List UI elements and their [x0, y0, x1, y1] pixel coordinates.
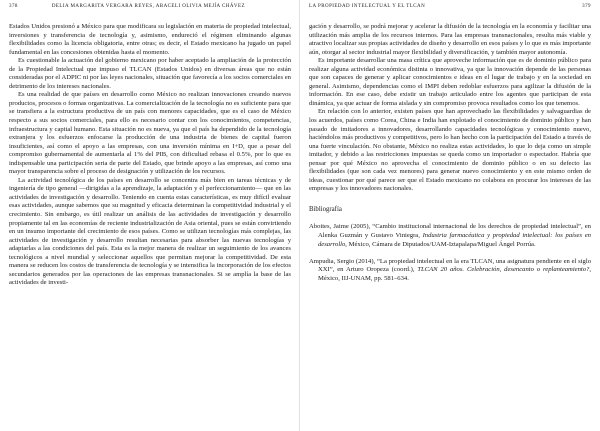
- left-paragraph-4: La actividad tecnológica de los países en desarrollo se concentra más bien en tareas técnicas y de ingeniería de tipo general —dirigidas a la aprendizaje, la adaptación y el perfeccionamiento— que en las actividades de investigación y desarrollo. Teniendo en cuenta estas características, es muy difícil evaluar esas actividades, aunque sabemos que su magnitud y eficacia determinan la competitividad industrial y el crecimiento. Sin embargo, es útil realizar un análisis de las actividades de investigación y desarrollo propiamente tal en las economías de reciente industrialización de Asia oriental, pues se están convirtiendo en un insumo importante del crecimiento de esos países. Como se utilizan tecnologías más complejas, las actividades de investigación y desarrollo resultan necesarias para absorber las nuevas tecnologías y adaptarlas a las condiciones del país. Esta es la mejor manera de realizar un seguimiento de los avances tecnológicos a nivel mundial y seleccionar aquellos que permitan mejorar la competitividad. De esta manera se reducen los costos de transferencia de tecnología y se intensifica la incorporación de los efectos secundarios generados por las operaciones de las empresas transnacionales. Si se amplía la base de las actividades de investi-: [9, 176, 291, 287]
- left-paragraph-1: Estados Unidos presionó a México para que modificara su legislación en materia de propiedad intelectual, inversiones y transferencia de tecnología y, asimismo, endureció el régimen eliminando algunas flexibilidades como la licencia obligatoria, entre otras; es decir, el Estado mexicano ha jugado un papel fundamental en las concesiones obtenidas hasta el momento.: [9, 23, 291, 56]
- right-page-header: [309, 4, 591, 13]
- reference-aboites-publisher: , México, Cámara de Diputados/UAM-Iztapalapa/Miguel Ángel Porrúa.: [345, 240, 536, 248]
- reference-ampudia-text: Ampudia, Sergio (2014), “La propiedad intelectual en la era TLCAN, una asignatura pendiente en el siglo XXI”, en Arturo Oropeza (coord.),: [309, 257, 591, 274]
- reference-aboites-text: Aboites, Jaime (2005), “Cambio institucional internacional de los derechos de propiedad intelectual”, en Alenka Guzmán y Gustavo Viniegra,: [309, 223, 591, 240]
- reference-aboites: [309, 223, 591, 249]
- right-paragraph-3: En relación con lo anterior, existen países que han aprovechado las flexibilidades y salvaguardias de los acuerdos, países como Corea, China e India han explotado el conocimiento de dominio público y han pasado de imitadores a innovadores, desarrollando capacidades tecnológicas y conocimiento nuevo, haciéndolos más productivos y competitivos, pero lo han hecho con la participación del Estado a través de una fuerte vinculación. No obstante, México no realiza estas actividades, lo que lo deja como un simple imitador, y debido a las restricciones impuestas se queda como un importador o espectador. Habría que pensar por qué México no aprovecha el conocimiento de dominio público o en su defecto las flexibilidades (que son cada vez menores) para generar nuevo conocimiento y en este mismo orden de ideas, cuestionar por qué parece ser que el Estado mexicano no colabora en procurar los intereses de las empresas y los innovadores nacionales.: [309, 108, 591, 193]
- reference-aboites-title: Industria farmacéutica y propiedad intelectual: los países en desarrollo: [318, 232, 591, 248]
- left-page-header: [9, 4, 291, 13]
- right-paragraph-2: Es importante desarrollar una masa crítica que aproveche información que es de dominio público para realizar alguna actividad económica distinta o innovativa, ya que la innovación depende de las personas que son capaces de generar y aplicar conocimientos e ideas en el lugar de trabajo y en la sociedad en general. Asimismo, dependencias como el IMPI deben redoblar esfuerzos para agilizar la difusión de la información. En ese caso, debe existir un trabajo articulado entre los agentes que participan de esta dinámica, ya que actuar de forma aislada y sin compromiso provoca resultados como los que tenemos.: [309, 57, 591, 107]
- reference-ampudia-publisher: , México, IIJ-UNAM, pp. 581–634.: [318, 266, 592, 282]
- left-page-number: 378: [9, 4, 18, 9]
- left-running-head: DELIA MARGARITA VERGARA REYES, ABACELI OLIVIA MEJÍA CHÁVEZ: [51, 4, 245, 9]
- left-paragraph-3: Es una realidad de que países en desarrollo como México no realizan innovaciones creando nuevos productos, procesos o formas organizativas. La comercialización de la tecnología no es suficiente para que se transfiera a la estructura productiva de un país con menores capacidades, que es el caso de México respecto a sus socios comerciales, para ello es necesario contar con los conocimientos, competencias, infraestructura y capital humano. Esta situación no es nueva, ya que el país ha dependido de la tecnología extranjera y los esfuerzos enfocarse la producción de una industria de bienes de capital fueron insuficientes, así como el apoyo a las empresas, con una inversión mínima en I+D, que a pesar del compromiso gubernamental de aumentarla al 1% del PIB, con dificultad rebasa el 0.5%, por lo que es indispensable una participación seria de parte del Estado, que brinde apoyo a las empresas, así como una mayor transparencia sobre el proceso de designación y utilización de los recursos.: [9, 91, 291, 176]
- left-page-body: [9, 23, 291, 288]
- right-running-head: LA PROPIEDAD INTELECTUAL Y EL TLCAN: [309, 4, 426, 9]
- reference-ampudia-title: TLCAN 20 años. Celebración, desencanto o replanteamiento?: [417, 266, 590, 274]
- right-page-body: [309, 23, 591, 283]
- right-page-number: 379: [582, 4, 591, 9]
- right-page: [300, 0, 600, 431]
- left-paragraph-2: Es cuestionable la actuación del gobierno mexicano por haber aceptado la ampliación de la protección de la Propiedad Intelectual que impuso el TLCAN (Estados Unidos) en diversas áreas que no están consideradas por el ADPIC ni por las leyes nacionales, situación que favorecía a los socios comerciales en detrimento de los intereses nacionales.: [9, 57, 291, 90]
- right-paragraph-1: gación y desarrollo, se podrá mejorar y acelerar la difusión de la tecnología en la economía y facilitar una utilización más amplia de los recursos internos. Para las empresas transnacionales, resulta más viable y atractivo localizar sus propias actividades de diseño y desarrollo en esos países y lo que es más importante aún, otorgar al sector industrial mayor flexibilidad y diversificación, y también mayor autonomía.: [309, 23, 591, 56]
- reference-ampudia: [309, 258, 591, 284]
- bibliography-heading: Bibliografía: [309, 205, 342, 213]
